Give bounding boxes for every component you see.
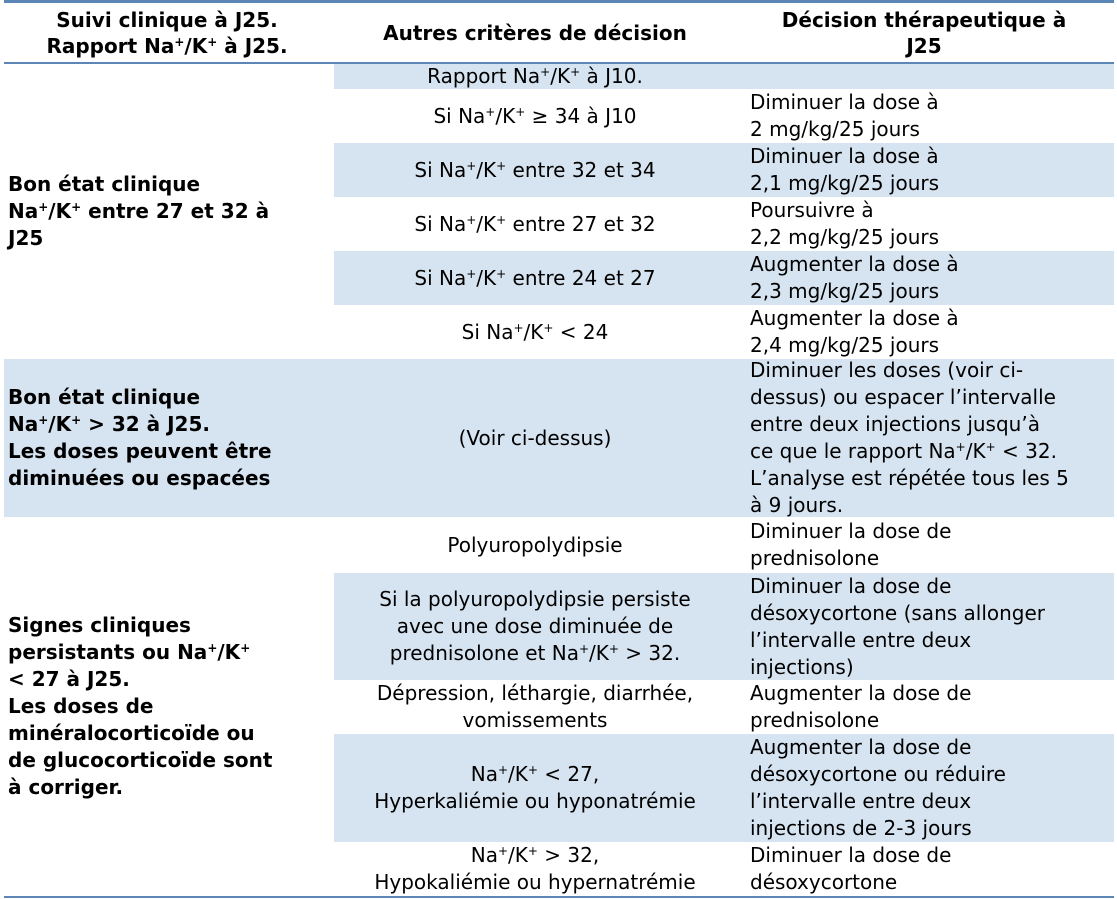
text-line: Bon état clinique	[8, 385, 201, 409]
text-line: ce que le rapport Na+/K+ < 32.	[750, 439, 1057, 463]
criteria-cell	[336, 517, 734, 573]
text-line: Diminuer la dose de	[750, 573, 952, 598]
text-line: Rapport Na+/K+ à J25.	[46, 33, 288, 58]
text-line: de glucocorticoïde sont	[8, 748, 273, 772]
text-line: Augmenter la dose à	[750, 252, 959, 276]
text-line: Si Na+/K+ entre 27 et 32	[414, 211, 656, 236]
text-line: Rapport Na+/K+ à J10.	[427, 64, 643, 88]
text-line: Autres critères de décision	[383, 20, 687, 45]
text-line: vomissements	[462, 708, 608, 732]
text-line: Na+/K+ entre 27 et 32 à	[8, 199, 270, 223]
text-line: injections)	[750, 654, 854, 679]
text-line: Na+/K+ < 27,	[470, 762, 600, 786]
text-line: Dépression, léthargie, diarrhée,	[376, 681, 694, 705]
text-line: à corriger.	[8, 775, 124, 799]
criteria-cell	[336, 143, 734, 197]
decision-cell	[750, 842, 1112, 896]
text-line: avec une dose diminuée de	[396, 614, 674, 638]
decision-cell	[750, 305, 1112, 359]
decision-cell	[750, 680, 1112, 734]
header-col3	[736, 3, 1112, 62]
text-line: Hyperkaliémie ou hyponatrémie	[374, 789, 696, 813]
decision-cell	[750, 64, 1112, 89]
criteria-cell	[336, 89, 734, 143]
text-line: Si Na+/K+ ≥ 34 à J10	[433, 103, 637, 128]
text-line: Diminuer la dose à	[750, 90, 939, 114]
text-line: Diminuer la dose de	[750, 519, 952, 543]
criteria-cell	[336, 359, 734, 517]
text-line: Diminuer la dose à	[750, 144, 939, 168]
criteria-cell	[336, 197, 734, 251]
text-line: désoxycortone (sans allonger	[750, 600, 1046, 625]
text-line: l’intervalle entre deux	[750, 789, 972, 813]
text-line: Signes cliniques	[8, 613, 191, 637]
text-line: Augmenter la dose à	[750, 306, 959, 330]
text-line: 2,1 mg/kg/25 jours	[750, 171, 940, 195]
criteria-cell	[336, 305, 734, 359]
text-line: l’intervalle entre deux	[750, 627, 972, 652]
text-line: Les doses de	[8, 694, 154, 718]
decision-cell	[750, 89, 1112, 143]
criteria-cell	[336, 573, 734, 680]
text-line: (Voir ci-dessus)	[458, 425, 612, 450]
table-bottom-rule	[4, 896, 1114, 898]
decision-cell	[750, 359, 1112, 517]
text-line: L’analyse est répétée tous les 5	[750, 466, 1069, 490]
text-line: < 27 à J25.	[8, 667, 130, 691]
text-line: J25	[906, 33, 942, 58]
text-line: 2 mg/kg/25 jours	[750, 117, 920, 141]
text-line: prednisolone	[750, 708, 880, 732]
criteria-cell	[336, 842, 734, 896]
criteria-cell	[336, 734, 734, 842]
text-line: Polyuropolydipsie	[447, 532, 623, 557]
text-line: Na+/K+ > 32,	[470, 843, 600, 867]
text-line: injections de 2-3 jours	[750, 816, 972, 840]
decision-cell	[750, 143, 1112, 197]
text-line: Bon état clinique	[8, 172, 201, 196]
text-line: Si Na+/K+ < 24	[461, 319, 609, 344]
text-line: J25	[8, 226, 44, 250]
text-line: Na+/K+ > 32 à J25.	[8, 412, 210, 436]
text-line: désoxycortone	[750, 870, 898, 894]
text-line: prednisolone	[750, 546, 880, 570]
decision-cell	[750, 197, 1112, 251]
text-line: 2,2 mg/kg/25 jours	[750, 225, 940, 249]
text-line: désoxycortone ou réduire	[750, 762, 1006, 786]
text-line: Si Na+/K+ entre 32 et 34	[414, 157, 656, 182]
criteria-cell	[336, 680, 734, 734]
text-line: Augmenter la dose de	[750, 735, 972, 759]
decision-cell	[750, 573, 1112, 680]
text-line: Diminuer les doses (voir ci-	[750, 358, 1024, 382]
text-line: 2,4 mg/kg/25 jours	[750, 333, 940, 357]
text-line: Augmenter la dose de	[750, 681, 972, 705]
header-col1	[4, 3, 330, 62]
group-label	[8, 64, 328, 359]
text-line: Si la polyuropolydipsie persiste	[379, 587, 691, 611]
text-line: Si Na+/K+ entre 24 et 27	[414, 265, 656, 290]
text-line: Les doses peuvent être	[8, 439, 272, 463]
text-line: Diminuer la dose de	[750, 843, 952, 867]
decision-cell	[750, 517, 1112, 573]
header-col2	[336, 3, 734, 62]
text-line: diminuées ou espacées	[8, 466, 271, 490]
group-label	[8, 359, 328, 517]
decision-cell	[750, 251, 1112, 305]
group-label	[8, 517, 328, 896]
text-line: à 9 jours.	[750, 493, 844, 517]
text-line: dessus) ou espacer l’intervalle	[750, 385, 1056, 409]
text-line: Décision thérapeutique à	[781, 7, 1067, 32]
text-line: Suivi clinique à J25.	[56, 7, 278, 32]
text-line: persistants ou Na+/K+	[8, 640, 251, 664]
text-line: Hypokaliémie ou hypernatrémie	[374, 870, 696, 894]
criteria-cell	[336, 64, 734, 89]
text-line: prednisolone et Na+/K+ > 32.	[389, 641, 681, 665]
decision-cell	[750, 734, 1112, 842]
text-line: entre deux injections jusqu’à	[750, 412, 1040, 436]
text-line: Poursuivre à	[750, 198, 874, 222]
criteria-cell	[336, 251, 734, 305]
text-line: minéralocorticoïde ou	[8, 721, 255, 745]
text-line: 2,3 mg/kg/25 jours	[750, 279, 940, 303]
